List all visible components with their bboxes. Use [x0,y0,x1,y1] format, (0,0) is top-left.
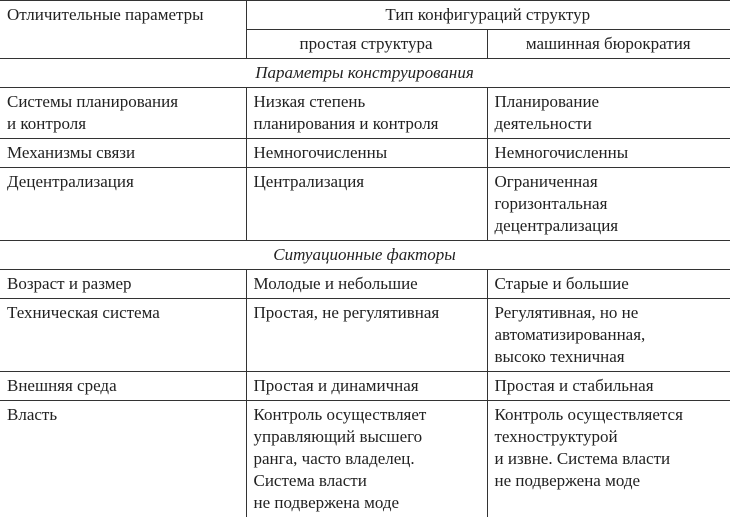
header-type: Тип конфигураций структур [246,1,730,30]
cell-machine: Простая и стабильная [487,372,730,401]
section-title: Параметры конструирования [0,59,730,88]
cell-simple: Простая, не регулятивная [246,299,487,372]
cell-param: Системы планирования и контроля [0,88,246,139]
cell-machine: Старые и большие [487,270,730,299]
cell-machine: Немногочисленны [487,139,730,168]
cell-machine: Регулятивная, но не автоматизированная, высоко техничная [487,299,730,372]
section-title: Ситуационные факторы [0,241,730,270]
table-row [0,168,730,241]
section-row [0,59,730,88]
header-simple: простая структура [246,30,487,59]
cell-machine: Ограниченная горизонтальная децентрализация [487,168,730,241]
cell-param: Децентрализация [0,168,246,241]
cell-simple: Контроль осуществляет управляющий высшего ранга, часто владелец. Система власти не подвержена моде [246,401,487,517]
cell-param: Внешняя среда [0,372,246,401]
cell-machine: Контроль осуществляется техноструктурой и извне. Система власти не подвержена моде [487,401,730,517]
table-row [0,139,730,168]
cell-simple: Низкая степень планирования и контроля [246,88,487,139]
table-row [0,270,730,299]
cell-machine: Планирование деятельности [487,88,730,139]
cell-simple: Молодые и небольшие [246,270,487,299]
table-row [0,372,730,401]
header-machine: машинная бюрократия [487,30,730,59]
header-param: Отличительные параметры [0,1,246,59]
table-row [0,299,730,372]
cell-param: Власть [0,401,246,517]
cell-simple: Простая и динамичная [246,372,487,401]
cell-simple: Немногочисленны [246,139,487,168]
cell-param: Техническая система [0,299,246,372]
cell-simple: Централизация [246,168,487,241]
header-row [0,1,730,30]
section-row [0,241,730,270]
table-row [0,401,730,517]
cell-param: Механизмы связи [0,139,246,168]
cell-param: Возраст и размер [0,270,246,299]
table-row [0,88,730,139]
